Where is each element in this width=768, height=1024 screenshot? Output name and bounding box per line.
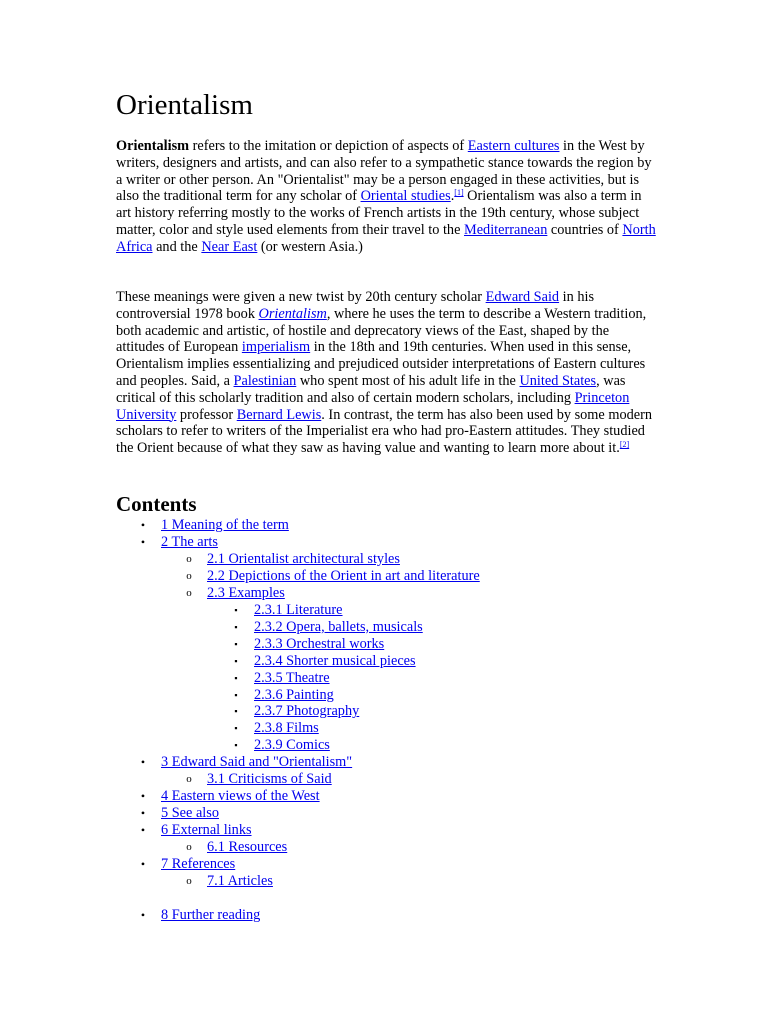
link-near-east[interactable]: Near East	[201, 238, 258, 255]
link-edward-said[interactable]: Edward Said	[485, 289, 560, 305]
toc-link[interactable]: 2 The arts	[161, 533, 218, 550]
toc-link[interactable]: 7 References	[161, 856, 236, 872]
second-paragraph: These meanings were given a new twist by 20th century scholar Edward Said in his controversial 1978 book Orientalism, where he uses the term to describe a Western tradition, both academic and artistic, of hostile and deprecatory views of the East, shaped by the attitudes of European imperialism in the 18th and 19th centuries. When used in this sense, Orientalism implies essentializing and prejudiced outsider interpretations of Eastern cultures and peoples. Said, a Palestinian who spent most of his adult life in the United States, was critical of this scholarly tradition and also of certain modern scholars, including Princeton University professor Bernard Lewis. In contrast, the term has also been used by some modern scholars to refer to writers of the Imperialist era who had pro-Eastern attitudes. They studied the Orient because of what they saw as having value and wanting to learn more about it.[2]	[116, 289, 653, 457]
link-mediterranean[interactable]: Mediterranean	[464, 221, 548, 238]
toc-bullet: ▪	[234, 689, 238, 700]
page-title: Orientalism	[116, 89, 253, 121]
intro-paragraph: Orientalism refers to the imitation or depiction of aspects of Eastern cultures in the West by writers, designers and artists, and can also refer to a sympathetic stance towards the region by a writer or other person. An "Orientalist" may be a person engaged in these activities, but is also the traditional term for any scholar of Oriental studies.[1] Orientalism was also a term in art history referring mostly to the works of French artists in the 19th century, whose subject matter, color and style used elements from their travel to the Mediterranean countries of North Africa and the Near East (or western Asia.)	[116, 138, 656, 255]
contents-heading: Contents	[116, 492, 197, 516]
toc-bullet: ▪	[234, 672, 238, 683]
toc-link[interactable]: 2.3.5 Theatre	[254, 669, 330, 686]
toc-link[interactable]: 6 External links	[161, 822, 252, 839]
link-palestinian[interactable]: Palestinian	[233, 372, 297, 389]
citation-1[interactable]: [1]	[454, 188, 464, 198]
link-bernard-lewis[interactable]: Bernard Lewis	[236, 406, 322, 423]
toc-link[interactable]: 2.3.6 Painting	[254, 686, 334, 703]
table-of-contents	[0, 517, 768, 937]
toc-bullet: •	[140, 806, 146, 821]
toc-link[interactable]: 4 Eastern views of the West	[161, 788, 320, 805]
toc-link[interactable]: 2.3 Examples	[207, 584, 285, 601]
toc-link[interactable]: 2.2 Depictions of the Orient in art and literature	[207, 567, 480, 584]
toc-link[interactable]: 2.3.8 Films	[254, 720, 319, 737]
toc-link[interactable]: 2.3.1 Literature	[254, 601, 343, 618]
toc-bullet: •	[140, 857, 146, 871]
toc-bullet: o	[186, 586, 192, 599]
link-oriental-studies[interactable]: Oriental studies	[360, 188, 451, 205]
toc-link[interactable]: 2.1 Orientalist architectural styles	[207, 550, 400, 567]
toc-bullet: o	[186, 552, 192, 565]
term-bold: Orientalism	[116, 138, 190, 154]
toc-link[interactable]: 2.3.2 Opera, ballets, musicals	[254, 618, 423, 635]
toc-bullet: o	[186, 874, 192, 887]
toc-bullet: •	[140, 823, 146, 838]
toc-link[interactable]: 8 Further reading	[161, 906, 261, 923]
toc-link[interactable]: 5 See also	[161, 805, 219, 822]
toc-bullet: ▪	[234, 723, 238, 734]
toc-bullet: o	[186, 569, 192, 582]
toc-bullet: •	[140, 534, 146, 549]
toc-bullet: ▪	[234, 706, 238, 717]
toc-bullet: ▪	[234, 740, 238, 751]
link-princeton-university[interactable]: Princeton University	[116, 389, 630, 423]
toc-link[interactable]: 3.1 Criticisms of Said	[207, 771, 332, 788]
citation-2[interactable]: [2]	[619, 440, 630, 450]
link-orientalism-book[interactable]: Orientalism	[258, 305, 327, 322]
toc-bullet: ▪	[234, 655, 238, 666]
toc-link[interactable]: 1 Meaning of the term	[161, 517, 289, 533]
toc-bullet: ▪	[234, 638, 238, 649]
toc-link[interactable]: 3 Edward Said and "Orientalism"	[161, 754, 353, 771]
toc-bullet: ▪	[234, 621, 238, 632]
link-united-states[interactable]: United States	[519, 372, 597, 389]
toc-link[interactable]: 2.3.4 Shorter musical pieces	[254, 652, 416, 669]
toc-link[interactable]: 2.3.3 Orchestral works	[254, 635, 385, 652]
toc-bullet: •	[140, 518, 146, 532]
toc-link[interactable]: 7.1 Articles	[207, 872, 273, 889]
link-eastern-cultures[interactable]: Eastern cultures	[467, 138, 560, 154]
toc-link[interactable]: 2.3.7 Photography	[254, 703, 360, 720]
link-north-africa[interactable]: North Africa	[116, 221, 656, 255]
toc-bullet: •	[140, 907, 146, 922]
toc-bullet: •	[140, 755, 146, 770]
toc-bullet: o	[186, 841, 192, 854]
toc-bullet: o	[186, 773, 192, 786]
toc-bullet: ▪	[234, 604, 238, 615]
toc-bullet: •	[140, 789, 146, 804]
link-imperialism[interactable]: imperialism	[241, 339, 311, 356]
toc-link[interactable]: 6.1 Resources	[207, 839, 288, 856]
toc-link[interactable]: 2.3.9 Comics	[254, 737, 330, 754]
